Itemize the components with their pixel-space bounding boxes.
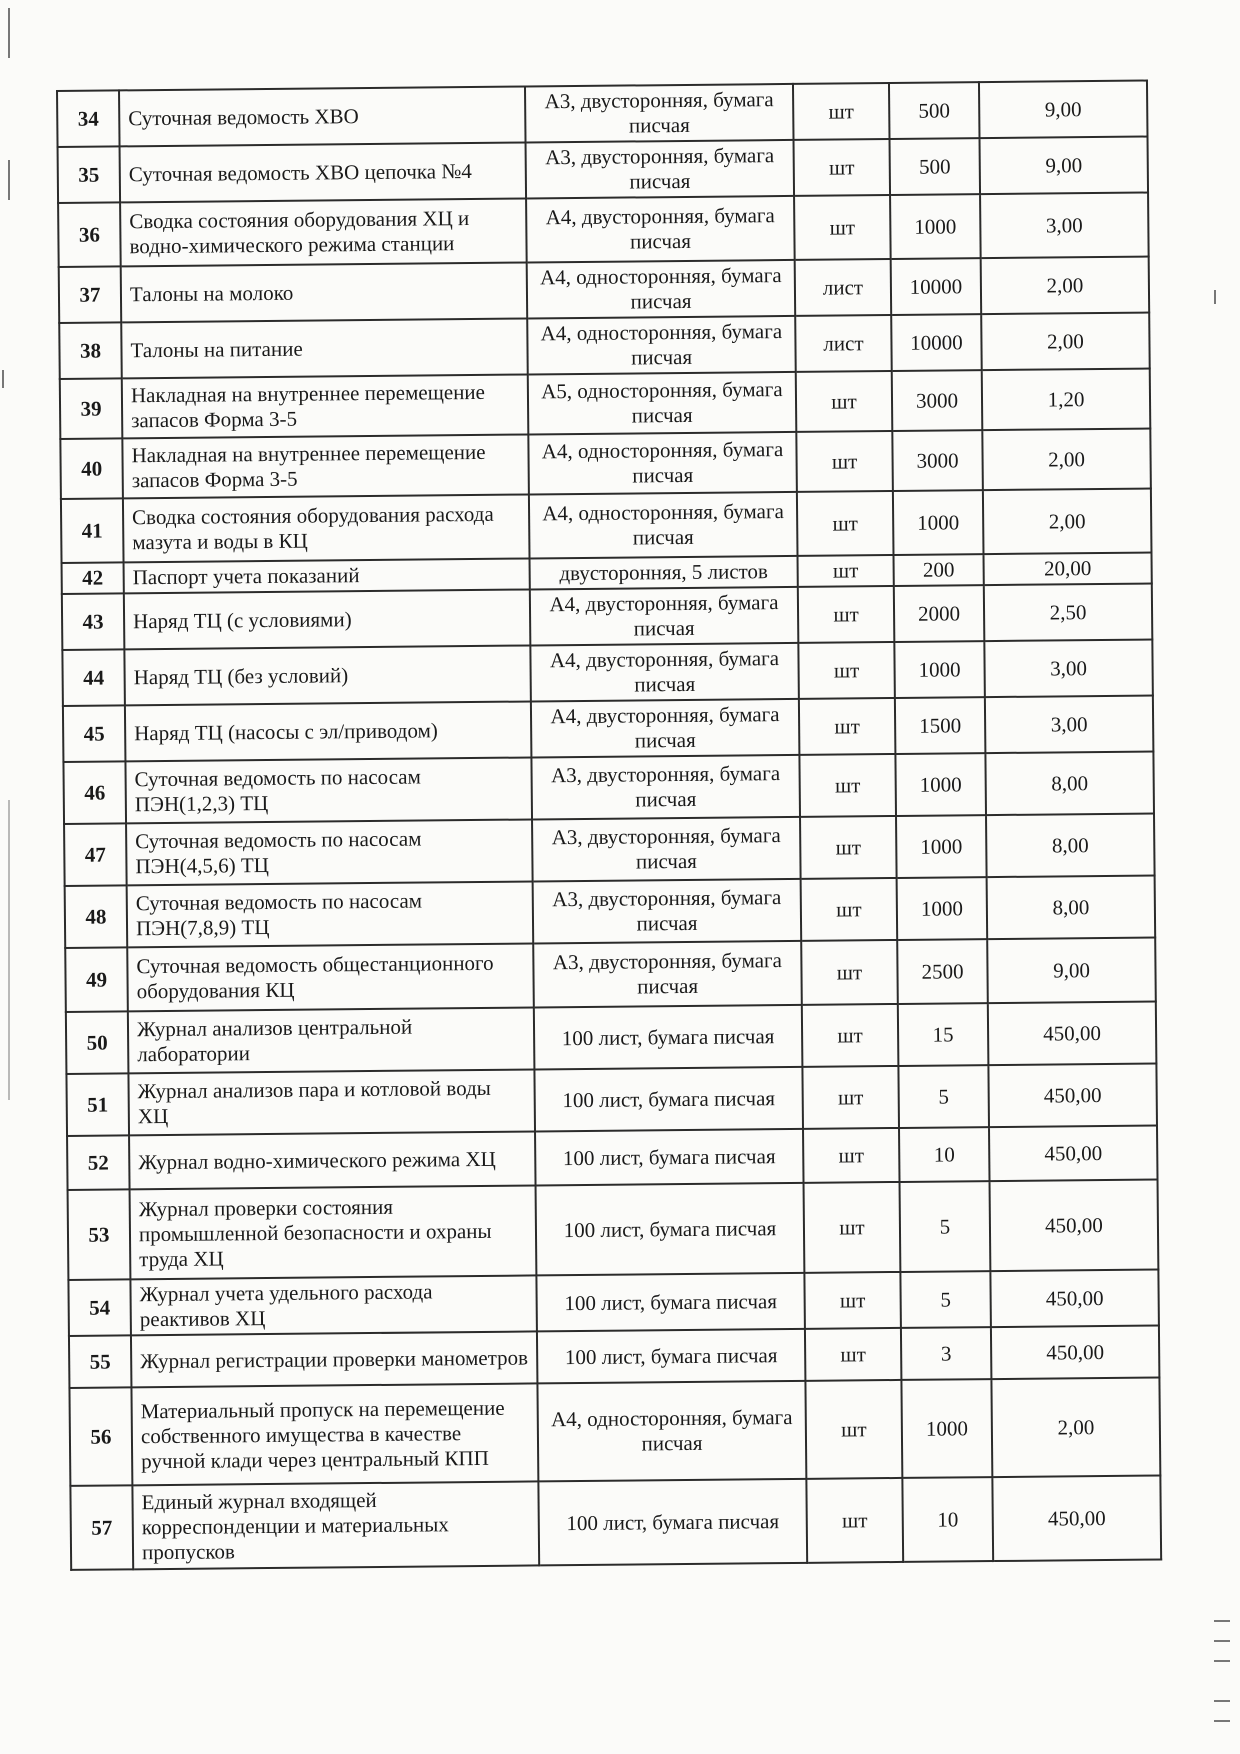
row-number: 38 [59,322,122,379]
item-quantity: 3 [901,1327,991,1380]
item-name: Журнал анализов центральной лаборатории [128,1007,535,1073]
table-row [68,1179,1159,1279]
item-unit: шт [804,1182,901,1273]
row-number: 39 [60,378,123,439]
item-spec: А4, односторонняя, бумага писчая [528,432,797,495]
scan-mark [2,370,4,388]
item-quantity: 1000 [895,753,986,816]
scan-mark [1214,1700,1230,1702]
item-spec: А3, двусторонняя, бумага писчая [531,755,800,820]
item-spec: 100 лист, бумага писчая [538,1479,807,1566]
row-number: 34 [57,90,120,147]
item-price: 450,00 [992,1475,1161,1561]
item-quantity: 1000 [894,641,985,698]
item-price: 2,00 [981,257,1150,315]
row-number: 51 [66,1073,129,1136]
scan-mark [1214,1720,1230,1722]
item-name: Наряд ТЦ (с условиями) [124,589,531,649]
item-spec: А3, двусторонняя, бумага писчая [532,817,801,882]
item-spec: А4, односторонняя, бумага писчая [529,492,798,559]
item-quantity: 2500 [897,939,988,1004]
item-unit: шт [800,816,897,879]
table-row [68,1269,1158,1335]
item-unit: шт [793,83,890,140]
item-quantity: 1000 [890,194,981,259]
table-row [70,1475,1161,1569]
item-quantity: 1000 [896,815,987,878]
item-spec: А4, двусторонняя, бумага писчая [526,196,795,263]
item-spec: А4, двусторонняя, бумага писчая [530,643,799,702]
item-price: 450,00 [988,1063,1157,1127]
item-name: Накладная на внутреннее перемещение запасов Форма 3-5 [122,374,529,438]
item-price: 2,00 [981,313,1150,371]
item-unit: шт [805,1380,902,1479]
item-quantity: 1000 [893,490,984,555]
item-quantity: 200 [894,554,984,586]
item-name: Наряд ТЦ (насосы с эл/приводом) [125,701,532,761]
table-row [62,584,1152,650]
item-spec: 100 лист, бумага писчая [534,1005,803,1070]
item-unit: шт [799,698,896,755]
item-spec: А5, односторонняя, бумага писчая [528,372,797,435]
item-unit: лист [795,259,892,316]
row-number: 41 [61,498,124,563]
row-number: 52 [67,1135,130,1190]
item-spec: А4, двусторонняя, бумага писчая [531,699,800,758]
row-number: 48 [65,885,128,948]
row-number: 54 [68,1279,131,1336]
item-price: 3,00 [980,193,1149,259]
row-number: 49 [65,947,128,1012]
item-quantity: 1500 [895,697,986,754]
item-unit: шт [802,1066,899,1129]
item-unit: шт [796,431,893,492]
item-spec: 100 лист, бумага писчая [534,1067,803,1132]
row-number: 55 [69,1335,131,1388]
scan-mark [8,8,10,58]
item-unit: шт [798,555,894,587]
item-spec: А4, двусторонняя, бумага писчая [530,587,799,646]
table-body [57,81,1161,1570]
item-unit: шт [799,754,896,817]
row-number: 45 [63,705,126,762]
table-row [58,137,1148,203]
item-quantity: 1000 [901,1379,992,1478]
row-number: 43 [62,593,125,650]
item-name: Единый журнал входящей корреспонденции и материальных пропусков [132,1481,539,1569]
scan-mark [1214,290,1216,304]
item-quantity: 5 [900,1181,991,1272]
row-number: 40 [60,438,123,499]
table-row [61,489,1152,563]
item-name: Журнал регистрации проверки манометров [131,1331,537,1387]
scan-mark [8,800,10,1100]
item-price: 450,00 [990,1179,1159,1271]
row-number: 56 [69,1387,132,1486]
item-unit: шт [802,1004,899,1067]
row-number: 44 [62,649,125,706]
row-number: 53 [68,1189,131,1280]
scan-mark [1214,1620,1230,1622]
item-name: Журнал водно-химического режима ХЦ [129,1131,535,1189]
item-quantity: 10000 [891,314,982,371]
item-quantity: 3000 [892,430,983,491]
item-quantity: 15 [898,1003,989,1066]
table-row [66,1001,1157,1073]
table-row [65,937,1156,1011]
item-price: 8,00 [986,813,1155,877]
table-row [63,751,1154,823]
item-price: 450,00 [989,1125,1158,1181]
item-name: Суточная ведомость по насосам ПЭН(4,5,6) ТЦ [126,819,533,885]
table-row [59,313,1149,379]
item-price: 9,00 [987,937,1156,1003]
item-price: 20,00 [983,553,1151,586]
table-row [69,1377,1160,1485]
item-name: Сводка состояния оборудования расхода мазута и воды в КЦ [123,494,530,562]
item-spec: А4, односторонняя, бумага писчая [537,1381,806,1482]
item-quantity: 3000 [892,370,983,431]
item-price: 2,00 [983,489,1152,555]
item-unit: шт [798,586,895,643]
table-row [66,1063,1157,1135]
item-name: Журнал анализов пара и котловой воды ХЦ [128,1069,535,1135]
item-price: 8,00 [987,875,1156,939]
row-number: 36 [58,202,121,267]
item-name: Суточная ведомость общестанционного оборудования КЦ [127,943,534,1011]
item-name: Суточная ведомость по насосам ПЭН(7,8,9) ТЦ [127,881,534,947]
table-row [59,257,1149,323]
item-quantity: 10 [902,1477,993,1562]
row-number: 57 [70,1485,133,1570]
row-number: 37 [59,266,122,323]
item-price: 1,20 [982,369,1151,431]
items-table [56,80,1162,1571]
item-spec: двусторонняя, 5 листов [530,556,798,590]
item-spec: А3, двусторонняя, бумага писчая [533,941,802,1008]
item-price: 3,00 [985,695,1154,753]
item-price: 2,50 [984,584,1153,642]
item-name: Паспорт учета показаний [124,558,530,593]
scan-mark [8,160,10,200]
item-price: 9,00 [979,81,1148,139]
item-spec: 100 лист, бумага писчая [536,1273,805,1332]
item-name: Материальный пропуск на перемещение собственного имущества в качестве ручной клади через центральный КПП [131,1383,538,1485]
table-row [65,875,1156,947]
item-unit: шт [806,1478,903,1563]
item-name: Журнал проверки состояния промышленной безопасности и охраны труда ХЦ [130,1185,537,1279]
item-quantity: 500 [890,138,981,195]
item-price: 450,00 [988,1001,1157,1065]
item-unit: шт [797,491,894,556]
item-unit: шт [805,1328,901,1381]
item-price: 450,00 [991,1325,1159,1379]
item-name: Талоны на молоко [121,262,528,322]
row-number: 35 [58,146,121,203]
item-name: Наряд ТЦ (без условий) [124,645,531,705]
table-row [58,193,1149,267]
item-price: 2,00 [982,429,1151,491]
item-unit: шт [804,1272,901,1329]
item-price: 8,00 [985,751,1154,815]
item-spec: 100 лист, бумага писчая [537,1329,805,1384]
item-quantity: 5 [898,1065,989,1128]
item-price: 450,00 [990,1269,1159,1327]
item-name: Талоны на питание [121,318,528,378]
item-quantity: 1000 [897,877,988,940]
item-price: 2,00 [991,1377,1160,1477]
item-unit: шт [794,195,891,260]
item-name: Суточная ведомость ХВО цепочка №4 [120,142,527,202]
row-number: 50 [66,1011,129,1074]
table-row [60,429,1151,499]
item-unit: шт [801,940,898,1005]
item-spec: А3, двусторонняя, бумага писчая [525,84,794,143]
item-price: 3,00 [984,640,1153,698]
table-row [57,81,1147,147]
item-quantity: 2000 [894,585,985,642]
item-spec: 100 лист, бумага писчая [535,1129,804,1186]
item-quantity: 5 [900,1271,991,1328]
item-spec: А4, односторонняя, бумага писчая [527,260,796,319]
table-row [63,695,1153,761]
row-number: 47 [64,823,127,886]
item-unit: лист [795,315,892,372]
item-quantity: 10 [899,1127,990,1182]
item-spec: А3, двусторонняя, бумага писчая [533,879,802,944]
item-spec: 100 лист, бумага писчая [536,1183,805,1276]
item-price: 9,00 [980,137,1149,195]
item-name: Суточная ведомость ХВО [119,86,526,146]
item-quantity: 500 [889,82,980,139]
item-unit: шт [801,878,898,941]
table-row [60,369,1151,439]
item-unit: шт [794,139,891,196]
item-name: Журнал учета удельного расхода реактивов ХЦ [130,1275,537,1335]
item-spec: А3, двусторонняя, бумага писчая [526,140,795,199]
item-spec: А4, односторонняя, бумага писчая [527,316,796,375]
item-quantity: 10000 [891,258,982,315]
item-name: Суточная ведомость по насосам ПЭН(1,2,3) ТЦ [125,757,532,823]
table-row [64,813,1155,885]
scan-mark [1214,1660,1230,1662]
scan-mark [1214,1640,1230,1642]
item-name: Сводка состояния оборудования ХЦ и водно-химического режима станции [120,198,527,266]
item-name: Накладная на внутреннее перемещение запасов Форма 3-5 [122,434,529,498]
row-number: 42 [62,562,124,594]
row-number: 46 [63,761,126,824]
item-unit: шт [796,371,893,432]
item-unit: шт [798,642,895,699]
item-unit: шт [803,1128,900,1183]
table-row [62,640,1152,706]
